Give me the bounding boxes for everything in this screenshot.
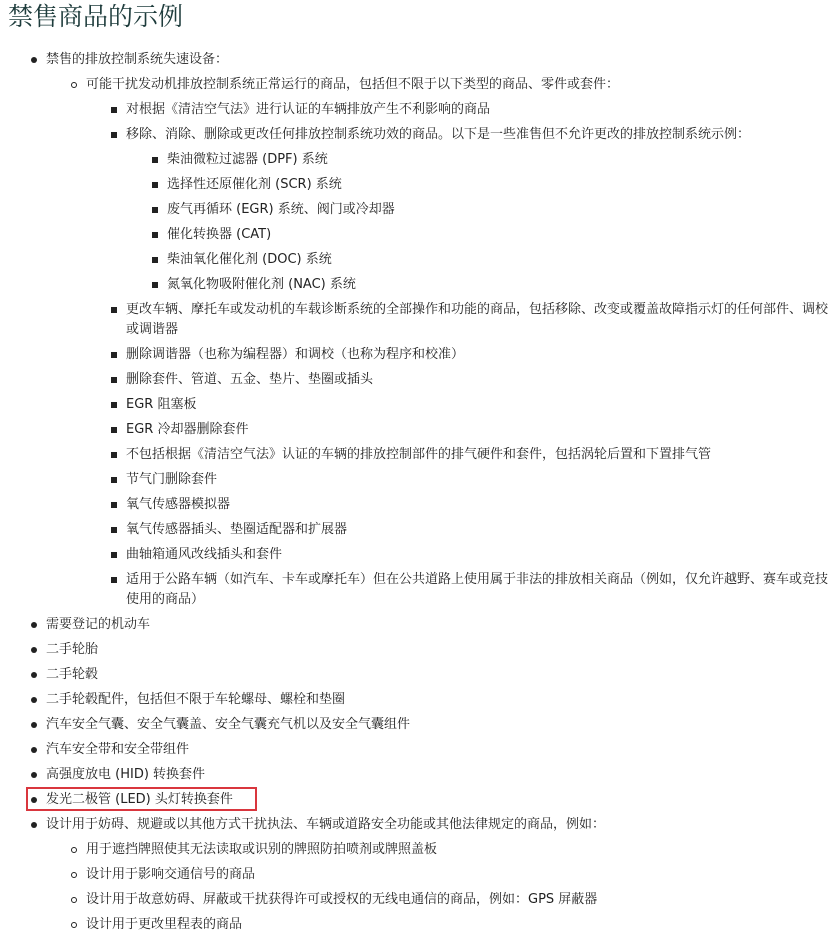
list-item xyxy=(0,100,833,120)
square-bullet-icon xyxy=(111,477,117,483)
list-item-text: 催化转换器 (CAT) xyxy=(167,227,272,242)
list-item-highlighted xyxy=(0,790,833,810)
square-bullet-icon xyxy=(152,257,158,263)
list-item-text: 设计用于更改里程表的商品 xyxy=(86,917,243,932)
list-item-text: 适用于公路车辆（如汽车、卡车或摩托车）但在公共道路上使用属于非法的排放相关商品（例如，仅允许越野、赛车或竞技使用的商品） xyxy=(126,572,829,607)
square-bullet-icon xyxy=(152,182,158,188)
list-item-text: EGR 冷却器删除套件 xyxy=(126,422,249,437)
sub-list xyxy=(46,840,833,935)
list-item xyxy=(46,840,833,860)
bullet-icon xyxy=(31,622,37,628)
square-bullet-icon xyxy=(111,402,117,408)
list-item xyxy=(0,570,833,610)
list-item xyxy=(0,50,833,610)
list-item-text: 禁售的排放控制系统失速设备： xyxy=(46,52,229,67)
list-item xyxy=(0,495,833,515)
bullet-icon xyxy=(31,57,37,63)
list-item-text: 废气再循环 (EGR) 系统、阀门或冷却器 xyxy=(167,202,395,217)
square-bullet-icon xyxy=(111,552,117,558)
circle-bullet-icon xyxy=(71,897,77,903)
sub-list xyxy=(46,75,833,610)
list-item-text: EGR 阻塞板 xyxy=(126,397,197,412)
list-item-text: 对根据《清洁空气法》进行认证的车辆排放产生不利影响的商品 xyxy=(126,102,491,117)
list-item xyxy=(46,890,833,910)
list-item xyxy=(0,665,833,685)
content xyxy=(0,50,833,940)
list-item-text: 设计用于故意妨碍、屏蔽或干扰获得许可或授权的无线电通信的商品，例如：GPS 屏蔽器 xyxy=(86,892,598,907)
square-bullet-icon xyxy=(152,157,158,163)
list-item-text: 用于遮挡牌照使其无法读取或识别的牌照防拍喷剂或牌照盖板 xyxy=(86,842,438,857)
list-item xyxy=(46,865,833,885)
square-bullet-icon xyxy=(111,427,117,433)
circle-bullet-icon xyxy=(71,82,77,88)
list-item-text: 设计用于妨碍、规避或以其他方式干扰执法、车辆或道路安全功能或其他法律规定的商品，例如： xyxy=(46,817,606,832)
top-list xyxy=(0,50,833,935)
highlight-box xyxy=(26,787,257,811)
bullet-icon xyxy=(31,747,37,753)
list-item xyxy=(0,470,833,490)
list-item xyxy=(0,715,833,735)
list-item-text: 汽车安全气囊、安全气囊盖、安全气囊充气机以及安全气囊组件 xyxy=(46,717,411,732)
list-item xyxy=(0,640,833,660)
list-item xyxy=(0,345,833,365)
circle-bullet-icon xyxy=(71,922,77,928)
square-bullet-icon xyxy=(111,502,117,508)
list-item xyxy=(0,690,833,710)
list-item-text: 设计用于影响交通信号的商品 xyxy=(86,867,256,882)
list-item xyxy=(0,150,829,170)
list-item xyxy=(0,520,833,540)
list-item-text: 氧气传感器插头、垫圈适配器和扩展器 xyxy=(126,522,348,537)
list-item xyxy=(0,395,833,415)
list-item-text: 曲轴箱通风改线插头和套件 xyxy=(126,547,283,562)
list-item xyxy=(0,225,829,245)
square-bullet-icon xyxy=(111,527,117,533)
square-bullet-icon xyxy=(111,377,117,383)
list-item xyxy=(0,300,833,340)
bullet-icon xyxy=(31,822,37,828)
list-item xyxy=(0,275,829,295)
list-item-text: 高强度放电 (HID) 转换套件 xyxy=(46,767,206,782)
bullet-icon xyxy=(31,772,37,778)
list-item xyxy=(0,545,833,565)
list-item-text: 发光二极管 (LED) 头灯转换套件 xyxy=(46,792,233,807)
square-bullet-icon xyxy=(111,452,117,458)
list-item-text: 不包括根据《清洁空气法》认证的车辆的排放控制部件的排气硬件和套件，包括涡轮后置和下置排气管 xyxy=(126,447,712,462)
list-item-text: 二手轮毂 xyxy=(46,667,99,682)
bullet-icon xyxy=(31,722,37,728)
list-item xyxy=(0,200,829,220)
list-item-text: 氮氧化物吸附催化剂 (NAC) 系统 xyxy=(167,277,356,292)
bullet-icon xyxy=(31,647,37,653)
list-item-text: 需要登记的机动车 xyxy=(46,617,151,632)
list-item-text: 更改车辆、摩托车或发动机的车载诊断系统的全部操作和功能的商品，包括移除、改变或覆盖故障指示灯的任何部件、调校或调谐器 xyxy=(126,302,829,337)
bullet-icon xyxy=(31,797,37,803)
list-item xyxy=(0,125,833,295)
list-item-text: 可能干扰发动机排放控制系统正常运行的商品，包括但不限于以下类型的商品、零件或套件： xyxy=(86,77,620,92)
circle-bullet-icon xyxy=(71,847,77,853)
list-item xyxy=(0,815,833,935)
list-item-text: 柴油微粒过滤器 (DPF) 系统 xyxy=(167,152,328,167)
square-bullet-icon xyxy=(111,107,117,113)
list-item xyxy=(0,420,833,440)
list-item-text: 氧气传感器模拟器 xyxy=(126,497,231,512)
list-item xyxy=(46,75,833,610)
square-bullet-icon xyxy=(111,307,117,313)
list-item-text: 二手轮胎 xyxy=(46,642,99,657)
list-item-text: 删除套件、管道、五金、垫片、垫圈或插头 xyxy=(126,372,374,387)
list-item xyxy=(0,370,833,390)
square-bullet-icon xyxy=(152,207,158,213)
sub-list xyxy=(0,100,833,610)
list-item xyxy=(0,445,833,465)
square-bullet-icon xyxy=(111,132,117,138)
square-bullet-icon xyxy=(152,282,158,288)
list-item-text: 柴油氧化催化剂 (DOC) 系统 xyxy=(167,252,332,267)
list-item-text: 删除调谐器（也称为编程器）和调校（也称为程序和校准） xyxy=(126,347,465,362)
list-item xyxy=(0,250,829,270)
list-item-text: 移除、消除、删除或更改任何排放控制系统功效的商品。以下是一些准售但不允许更改的排放控制系统示例： xyxy=(126,127,751,142)
list-item-text: 节气门删除套件 xyxy=(126,472,218,487)
list-item-text: 二手轮毂配件，包括但不限于车轮螺母、螺栓和垫圈 xyxy=(46,692,346,707)
square-bullet-icon xyxy=(152,232,158,238)
list-item xyxy=(0,615,833,635)
list-item xyxy=(0,765,833,785)
bullet-icon xyxy=(31,672,37,678)
square-bullet-icon xyxy=(111,352,117,358)
square-bullet-icon xyxy=(111,577,117,583)
sub-list xyxy=(0,150,829,295)
list-item xyxy=(0,175,829,195)
circle-bullet-icon xyxy=(71,872,77,878)
list-item xyxy=(46,915,833,935)
page-title: 禁售商品的示例 xyxy=(8,2,184,31)
bullet-icon xyxy=(31,697,37,703)
list-item xyxy=(0,740,833,760)
list-item-text: 汽车安全带和安全带组件 xyxy=(46,742,190,757)
list-item-text: 选择性还原催化剂 (SCR) 系统 xyxy=(167,177,342,192)
